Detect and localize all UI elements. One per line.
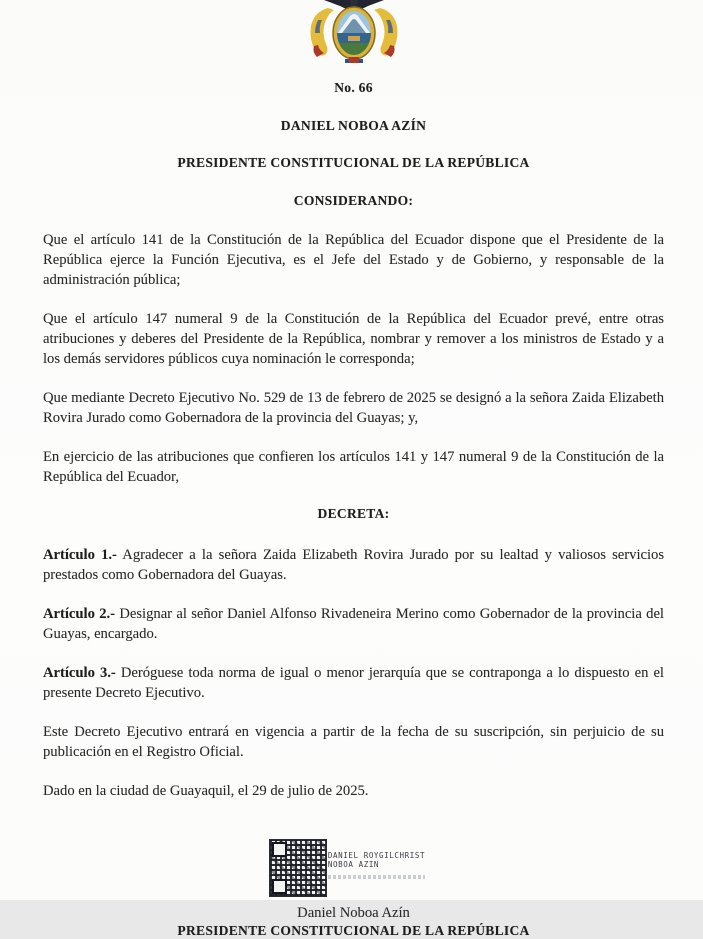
article-text: Designar al señor Daniel Alfonso Rivadeneira Merino como Gobernador de la provincia del Guayas, encargado. bbox=[43, 606, 664, 642]
considerando-paragraph: Que el artículo 147 numeral 9 de la Constitución de la República del Ecuador prevé, entre otras atribuciones y deberes del Presidente de la República, nombrar y remover a los ministros de Estado y a los demás servidores públicos cuya nominación le corresponda; bbox=[43, 311, 664, 367]
article-label: Artículo 2.- bbox=[43, 606, 116, 622]
president-title-heading: PRESIDENTE CONSTITUCIONAL DE LA REPÚBLICA bbox=[177, 155, 530, 170]
stamp-signer-name-line1: DANIEL ROYGILCHRIST bbox=[327, 851, 426, 860]
article-text: Agradecer a la señora Zaida Elizabeth Rovira Jurado por su lealtad y valiosos servicios prestados como Gobernadora del Guayas. bbox=[43, 547, 665, 583]
article-paragraph bbox=[43, 663, 664, 703]
considerando-heading: CONSIDERANDO: bbox=[293, 193, 414, 208]
article-paragraph bbox=[43, 604, 664, 644]
decree-number: No. 66 bbox=[334, 80, 373, 95]
considerando-paragraph: Que el artículo 141 de la Constitución de la República del Ecuador dispone que el Presidente de la República ejerce la Función Ejecutiva, es el Jefe del Estado y de Gobierno, y responsable de la administración pública; bbox=[43, 232, 664, 288]
document-header-emblem bbox=[43, 0, 664, 63]
signature-block bbox=[43, 840, 664, 939]
president-name-heading: DANIEL NOBOA AZÍN bbox=[280, 118, 427, 133]
stamp-fine-print bbox=[328, 875, 425, 879]
stamp-signer-name-line2: NOBOA AZIN bbox=[327, 860, 380, 869]
article-text: Deróguese toda norma de igual o menor jerarquía que se contraponga a lo dispuesto en el presente Decreto Ejecutivo. bbox=[43, 665, 664, 701]
stamp-text bbox=[328, 840, 425, 879]
considerando-paragraph: En ejercicio de las atribuciones que confieren los artículos 141 y 147 numeral 9 de la Constitución de la República del Ecuador, bbox=[43, 449, 664, 485]
signer-name: Daniel Noboa Azín bbox=[297, 905, 410, 921]
decreta-heading: DECRETA: bbox=[317, 506, 390, 521]
qr-code-icon bbox=[270, 840, 326, 896]
considerando-paragraph: Que mediante Decreto Ejecutivo No. 529 de 13 de febrero de 2025 se designó a la señora Zaida Elizabeth Rovira Jurado como Gobernadora de la provincia del Guayas; y, bbox=[43, 390, 664, 426]
article-paragraph bbox=[43, 545, 664, 585]
signer-title: PRESIDENTE CONSTITUCIONAL DE LA REPÚBLICA bbox=[177, 923, 530, 938]
ecuador-coat-of-arms-icon bbox=[298, 0, 410, 63]
dado-line: Dado en la ciudad de Guayaquil, el 29 de julio de 2025. bbox=[43, 783, 369, 799]
digital-signature-stamp bbox=[31, 840, 664, 896]
article-label: Artículo 1.- bbox=[43, 547, 117, 563]
closing-paragraph: Este Decreto Ejecutivo entrará en vigencia a partir de la fecha de su suscripción, sin perjuicio de su publicación en el Registro Oficial. bbox=[43, 724, 664, 760]
article-label: Artículo 3.- bbox=[43, 665, 116, 681]
